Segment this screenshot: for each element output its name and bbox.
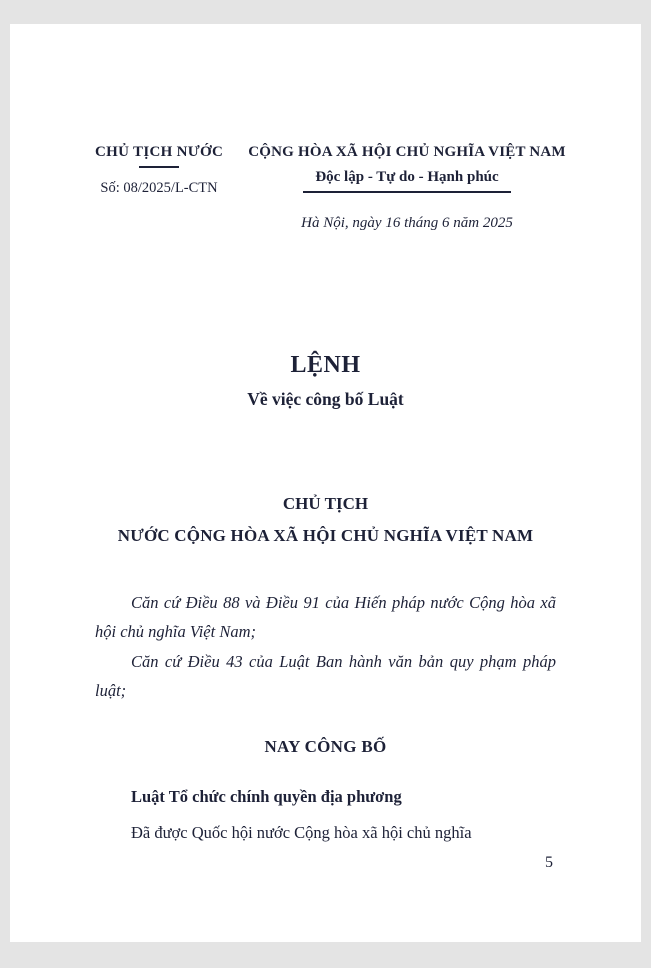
body-start-line: Đã được Quốc hội nước Cộng hòa xã hội chủ nghĩa [131,823,472,843]
motto-rule [303,191,511,193]
issuer-name: CHỦ TỊCH NƯỚC [95,144,224,160]
preamble [95,588,556,705]
document-title: LỆNH [290,352,361,378]
issuer-block [95,144,223,197]
national-heading-block [232,144,582,232]
document-subtitle: Về việc công bố Luật [247,389,404,409]
authority-nation: NƯỚC CỘNG HÒA XÃ HỘI CHỦ NGHĨA VIỆT NAM [117,526,534,545]
place-date: Hà Nội, ngày 16 tháng 6 năm 2025 [301,215,513,231]
proclamation-heading: NAY CÔNG BỐ [264,737,387,757]
preamble-paragraph-1: Căn cứ Điều 88 và Điều 91 của Hiến pháp nước Cộng hòa xã hội chủ nghĩa Việt Nam; [95,593,556,642]
national-motto: Độc lập - Tự do - Hạnh phúc [315,169,499,185]
document-header [10,144,641,256]
page-number: 5 [545,854,553,871]
preamble-paragraph-2: Căn cứ Điều 43 của Luật Ban hành văn bản quy phạm pháp luật; [95,651,556,701]
issuer-rule [139,166,179,168]
document-number: Số: 08/2025/L-CTN [100,180,218,196]
law-title: Luật Tổ chức chính quyền địa phương [131,787,402,807]
national-title: CỘNG HÒA XÃ HỘI CHỦ NGHĨA VIỆT NAM [248,144,566,160]
document-title-block [10,352,641,410]
document-page [10,24,641,942]
authority-title: CHỦ TỊCH [282,494,369,513]
authority-block [10,494,641,546]
document-body [10,588,641,847]
